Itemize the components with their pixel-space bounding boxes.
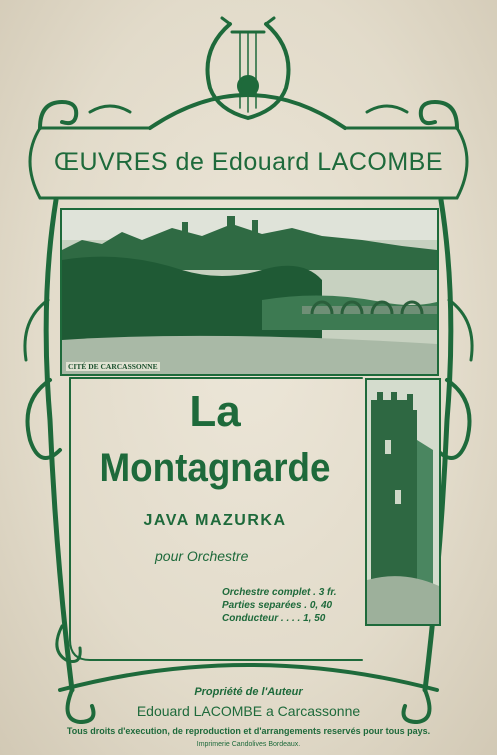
photo-caption: CITÉ DE CARCASSONNE xyxy=(68,362,158,371)
instrumentation: pour Orchestre xyxy=(155,548,249,564)
price-row: Conducteur . . . . 1, 50 xyxy=(222,613,326,624)
owner-line: Propriété de l'Auteur xyxy=(194,686,303,698)
publisher-line: Edouard LACOMBE a Carcassonne xyxy=(136,703,361,719)
header-title: ŒUVRES de Edouard LACOMBE xyxy=(53,148,444,176)
price-row: Parties separées . 0, 40 xyxy=(222,600,333,611)
title-line-2: Montagnarde xyxy=(99,446,331,490)
subtitle: JAVA MAZURKA xyxy=(143,512,287,529)
tower-photo xyxy=(365,378,441,626)
rights-notice: Tous droits d'execution, de reproduction et d'arrangements reservés pour tous pays. xyxy=(66,726,431,736)
title-line-1: La xyxy=(189,387,241,436)
cite-landscape-image xyxy=(62,210,437,374)
printer-line: Imprimerie Candolives Bordeaux. xyxy=(196,741,301,748)
carcassonne-photo xyxy=(60,208,439,376)
price-row: Orchestre complet . 3 fr. xyxy=(222,587,337,598)
lyre-icon xyxy=(208,18,289,118)
price-list xyxy=(222,586,337,625)
tower-image xyxy=(367,380,439,624)
